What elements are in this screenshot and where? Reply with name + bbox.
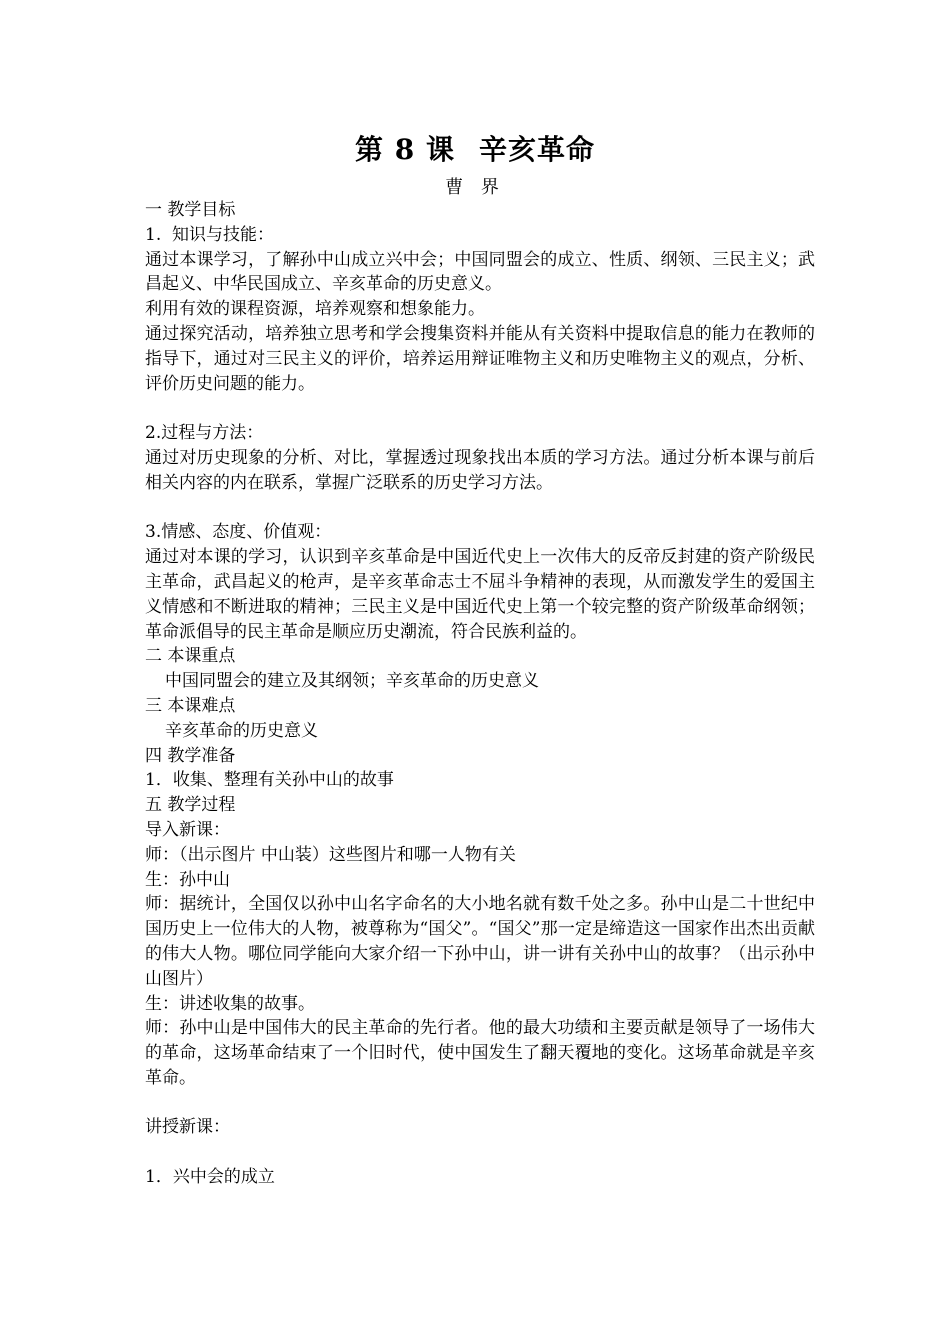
paragraph: 1．兴中会的成立 xyxy=(145,1167,275,1188)
paragraph: 师：据统计，全国仅以孙中山名字命名的大小地名就有数千处之多。孙中山是二十世纪中国历史上一位伟大的人物，被尊称为“国父”。“国父”那一定是缔造这一国家作出杰出贡献的伟大人物。哪位同学能向大家介绍一下孙中山，讲一讲有关孙中山的故事？（出示孙中山图片） xyxy=(145,894,815,989)
paragraph: 四 教学准备 xyxy=(145,745,236,766)
lesson-number: 第 8 课 xyxy=(355,133,455,166)
author: 曹 界 xyxy=(445,177,505,198)
paragraph: 利用有效的课程资源，培养观察和想象能力。 xyxy=(145,299,485,320)
paragraph: 2.过程与方法： xyxy=(145,423,264,444)
paragraph: 生：孙中山 xyxy=(145,869,230,890)
paragraph: 三 本课难点 xyxy=(145,695,236,716)
paragraph: 3.情感、态度、价值观： xyxy=(145,522,332,543)
paragraph: 二 本课重点 xyxy=(145,646,236,667)
paragraph: 五 教学过程 xyxy=(145,795,236,816)
paragraph: 通过对历史现象的分析、对比，掌握透过现象找出本质的学习方法。通过分析本课与前后相关内容的内在联系，掌握广泛联系的历史学习方法。 xyxy=(145,447,815,493)
paragraph: 通过本课学习，了解孙中山成立兴中会；中国同盟会的成立、性质、纲领、三民主义；武昌起义、中华民国成立、辛亥革命的历史意义。 xyxy=(145,249,815,295)
paragraph: 导入新课： xyxy=(145,819,230,840)
paragraph: 一 教学目标 xyxy=(145,200,236,220)
blank-line xyxy=(145,1140,815,1165)
paragraph: 师：孙中山是中国伟大的民主革命的先行者。他的最大功绩和主要贡献是领导了一场伟大的革命，这场革命结束了一个旧时代，使中国发生了翻天覆地的变化。这场革命就是辛亥革命。 xyxy=(145,1018,815,1088)
paragraph: 通过对本课的学习，认识到辛亥革命是中国近代史上一次伟大的反帝反封建的资产阶级民主革命，武昌起义的枪声，是辛亥革命志士不屈斗争精神的表现，从而激发学生的爱国主义情感和不断进取的精神；三民主义是中国近代史上第一个较完整的资产阶级革命纲领；革命派倡导的民主革命是顺应历史潮流，符合民族利益的。 xyxy=(145,547,815,642)
document-body xyxy=(145,198,815,1190)
blank-line xyxy=(145,496,815,521)
blank-line xyxy=(145,396,815,421)
blank-line xyxy=(145,1091,815,1116)
paragraph: 1．收集、整理有关孙中山的故事 xyxy=(145,770,394,791)
paragraph: 1. 知识与技能： xyxy=(145,224,275,245)
paragraph: 中国同盟会的建立及其纲领；辛亥革命的历史意义 xyxy=(165,671,539,692)
paragraph: 生：讲述收集的故事。 xyxy=(145,993,315,1014)
paragraph: 讲授新课： xyxy=(145,1117,230,1138)
lesson-title xyxy=(0,130,950,170)
paragraph: 辛亥革命的历史意义 xyxy=(165,720,318,741)
lesson-name: 辛亥革命 xyxy=(478,133,595,166)
paragraph: 师：（出示图片 中山装）这些图片和哪一人物有关 xyxy=(145,844,516,865)
paragraph: 通过探究活动，培养独立思考和学会搜集资料并能从有关资料中提取信息的能力在教师的指导下，通过对三民主义的评价，培养运用辩证唯物主义和历史唯物主义的观点，分析、评价历史问题的能力。 xyxy=(145,323,815,394)
